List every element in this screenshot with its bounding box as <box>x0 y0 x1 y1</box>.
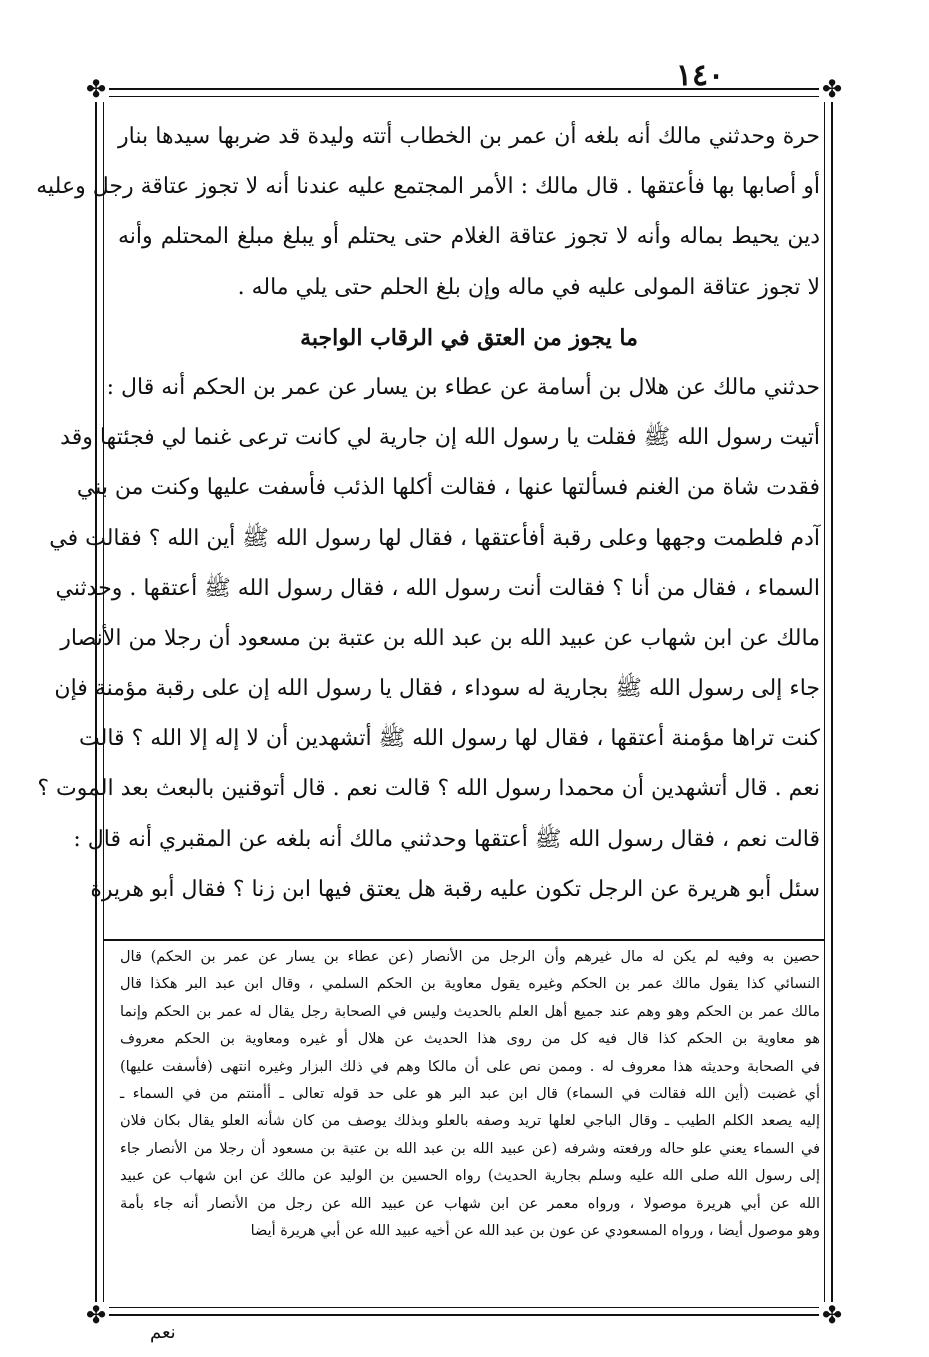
text-line: مالك عن ابن شهاب عن عبيد الله بن عبد الله بن عتبة بن مسعود أن رجلا من الأنصار <box>60 625 820 651</box>
text-line: أتيت رسول الله ﷺ فقلت يا رسول الله إن جارية لي كانت ترعى غنما لي فجئتها وقد <box>60 425 820 451</box>
corner-ornament-icon: ✤ <box>819 1302 845 1328</box>
footnote-line: إلى رسول الله صلى الله عليه وسلم بجارية الحديث) رواه الحسين بن الوليد عن مالك عن ابن شهاب عن عبيد <box>120 1168 820 1185</box>
footnote-line: حصين به وفيه لم يكن له مال غيرهم وأن الرجل من الأنصار (عن عطاء بن يسار عن عمر بن الحكم) قال <box>120 949 820 965</box>
corner-ornament-icon: ✤ <box>83 76 109 102</box>
footnote-line: أي غضبت (أين الله فقالت في السماء) قال ابن عبد البر هو على حد قوله تعالى ـ أأمنتم من في السماء ـ <box>120 1085 820 1102</box>
footnote-line: النسائي كذا يقول مالك عمر بن الحكم وغيره يقول معاوية بن الحكم السلمي ، وقال ابن عبد البر هكذا قال <box>120 976 820 993</box>
footnote-line: إليه يصعد الكلم الطيب ـ وقال الباجي لعلها تريد وصفه بالعلو وبذلك يوصف من كان شأنه العلو يقال بكان فلان <box>120 1113 820 1130</box>
text-line: آدم فلطمت وجهها وعلى رقبة أفأعتقها ، فقال لها رسول الله ﷺ أين الله ؟ فقالت في <box>49 525 820 551</box>
footnote-line: مالك عمر بن الحكم وهو وهم عند جميع أهل العلم بالحديث وليس في الصحابة رجل يقال له عمر بن الحكم وإنما <box>120 1003 820 1020</box>
footnote-line: الله عن أبي هريرة موصولا ، ورواه معمر عن ابن شهاب عن عبيد الله عن رجل من الأنصار أنه جاء بأمة <box>120 1195 820 1212</box>
footnotes-body <box>120 944 820 1245</box>
footnote-line: هو معاوية بن الحكم كذا قال فيه كل من روى هذا الحديث عن هلال أو غيره ومعاوية بن الحكم معروف <box>120 1031 820 1048</box>
text-line: كنت تراها مؤمنة أعتقها ، فقال لها رسول الله ﷺ أتشهدين أن لا إله إلا الله ؟ قالت <box>79 726 820 752</box>
chapter-heading: ما يجوز من العتق في الرقاب الواجبة <box>300 324 638 351</box>
text-line: لا تجوز عتاقة المولى عليه في ماله وإن بلغ الحلم حتى يلي ماله . <box>237 274 820 300</box>
footnote-line: في السماء يعني علو حاله ورفعته وشرفه (عن عبيد الله بن عبد الله بن عتبة بن مسعود أن رجلا من الأنصار جاء <box>120 1140 820 1157</box>
corner-ornament-icon: ✤ <box>819 76 845 102</box>
footnote-line: في الصحابة وحديثه هذا معروف له . وممن نص على أن مالكا وهم في ذلك البزار وغيره انتهى (فأسفت عليها) <box>120 1058 820 1075</box>
page-number: ١٤٠ <box>675 58 725 93</box>
text-line: أو أصابها بها فأعتقها . قال مالك : الأمر المجتمع عليه عندنا أنه لا تجوز عتاقة رجل وعليه <box>36 174 820 200</box>
text-line: السماء ، فقال من أنا ؟ فقالت أنت رسول الله ، فقال رسول الله ﷺ أعتقها . وحدثني <box>55 575 820 601</box>
text-line: جاء إلى رسول الله ﷺ بجارية له سوداء ، فقال يا رسول الله إن على رقبة مؤمنة فإن <box>54 676 820 702</box>
footnote-separator <box>103 939 825 941</box>
main-text-body <box>36 112 820 915</box>
text-line: دين يحيط بماله وأنه لا تجوز عتاقة الغلام حتى يحتلم أو يبلغ مبلغ المحتلم وأنه <box>118 224 820 250</box>
corner-ornament-icon: ✤ <box>83 1302 109 1328</box>
text-line: سئل أبو هريرة عن الرجل تكون عليه رقبة هل يعتق فيها ابن زنا ؟ فقال أبو هريرة <box>90 876 820 902</box>
footnote-line: وهو موصول أيضا ، ورواه المسعودي عن عون بن عبد الله عن أخيه عبيد الله عن أبي هريرة أيضا <box>250 1222 820 1239</box>
text-line: فقدت شاة من الغنم فسألتها عنها ، فقالت أكلها الذئب فأسفت عليها وكنت من بني <box>76 475 820 501</box>
text-line: قالت نعم ، فقال رسول الله ﷺ أعتقها وحدثني مالك أنه بلغه عن المقبري أنه قال : <box>73 826 820 852</box>
catchword: نعم <box>150 1322 176 1343</box>
text-line: نعم . قال أتشهدين أن محمدا رسول الله ؟ قالت نعم . قال أتوقنين بالبعث بعد الموت ؟ <box>37 776 820 802</box>
text-line: حرة وحدثني مالك أنه بلغه أن عمر بن الخطاب أتته وليدة قد ضربها سيدها بنار <box>118 124 820 149</box>
text-line: حدثني مالك عن هلال بن أسامة عن عطاء بن يسار عن عمر بن الحكم أنه قال : <box>106 374 820 400</box>
